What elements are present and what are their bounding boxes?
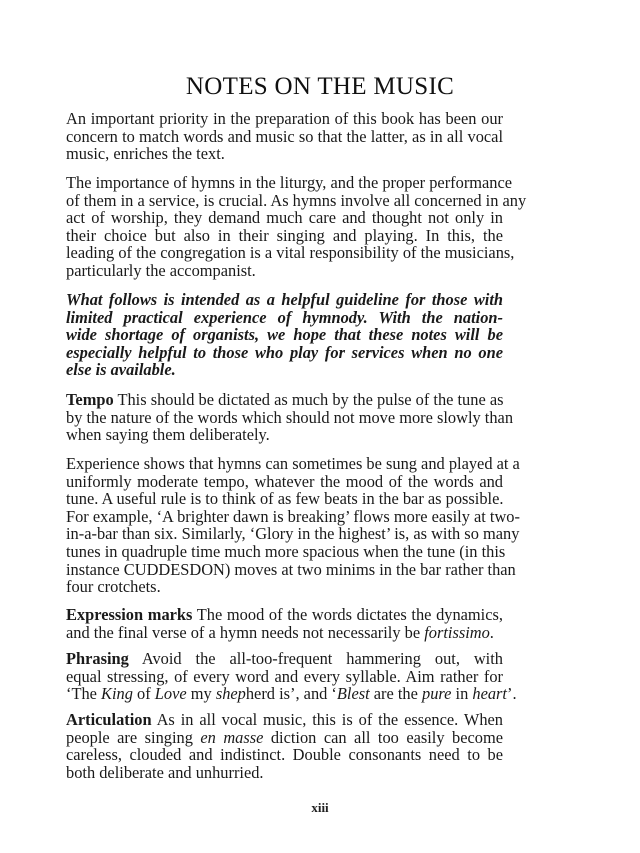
text-line: of them in a service, is crucial. As hymns involve all concerned in any bbox=[66, 190, 527, 210]
text-line: The importance of hymns in the liturgy, and the proper performance bbox=[66, 173, 513, 192]
emphasis-text: King bbox=[101, 684, 133, 704]
text-line: in-a-bar than six. Similarly, ‘Glory in the highest’ is, as with so many bbox=[66, 524, 520, 544]
text-line: careless, clouded and indistinct. Double consonants need to be bbox=[66, 745, 503, 765]
text-line: equal stressing, of every word and every syllable. Aim rather for bbox=[66, 666, 503, 686]
paragraph-articulation bbox=[66, 711, 503, 781]
text-span: are the bbox=[369, 684, 422, 704]
section-heading-tempo: Tempo bbox=[66, 390, 114, 409]
text-line bbox=[66, 606, 503, 624]
text-line: act of worship, they demand much care and thought not only in bbox=[66, 208, 503, 228]
text-line: by the nature of the words which should not move more slowly than bbox=[66, 407, 514, 427]
text-line: four crotchets. bbox=[66, 577, 161, 597]
text-span: Avoid the all-too-frequent hammering out, with bbox=[128, 649, 503, 668]
text-span: diction can all too easily become bbox=[263, 727, 503, 747]
text-line: wide shortage of organists, we hope that these notes will be bbox=[66, 325, 503, 345]
text-line bbox=[66, 729, 503, 747]
text-span: herd is’, and ‘ bbox=[245, 684, 337, 704]
text-line: What follows is intended as a helpful guideline for those with bbox=[66, 290, 503, 309]
text-line: concern to match words and music so that the latter, as in all vocal bbox=[66, 126, 503, 146]
text-span: in bbox=[451, 684, 473, 704]
paragraph-experience bbox=[66, 454, 520, 597]
text-line bbox=[66, 650, 503, 668]
page-title: NOTES ON THE MUSIC bbox=[185, 73, 455, 100]
text-span: of bbox=[132, 684, 155, 704]
text-span: and the final verse of a hymn needs not necessarily be bbox=[66, 622, 425, 642]
text-span: . bbox=[489, 622, 494, 642]
text-line: For example, ‘A brighter dawn is breaking’ flows more easily at two- bbox=[66, 506, 520, 526]
emphasis-text: en masse bbox=[200, 727, 264, 747]
emphasis-text: Blest bbox=[336, 684, 370, 704]
text-span: ‘The bbox=[66, 684, 102, 704]
section-heading-expression-marks: Expression marks bbox=[66, 605, 193, 624]
text-line: when saying them deliberately. bbox=[66, 425, 270, 445]
text-span: As in all vocal music, this is of the essence. When bbox=[151, 710, 503, 729]
page-number: xiii bbox=[311, 800, 329, 815]
section-heading-phrasing: Phrasing bbox=[66, 649, 129, 668]
text-line: their choice but also in their singing and playing. In this, the bbox=[66, 225, 503, 245]
text-line: else is available. bbox=[66, 360, 176, 380]
text-span: people are singing bbox=[66, 727, 201, 747]
text-line: tune. A useful rule is to think of as few beats in the bar as possible. bbox=[66, 489, 504, 509]
text-span: The mood of the words dictates the dynamics, bbox=[192, 605, 503, 624]
emphasis-text: shep bbox=[215, 684, 246, 704]
text-span: my bbox=[186, 684, 216, 704]
text-line: limited practical experience of hymnody. With the nation- bbox=[66, 307, 503, 327]
text-line: An important priority in the preparation of this book has been our bbox=[66, 109, 503, 128]
emphasis-text: heart bbox=[472, 684, 507, 704]
emphasis-text: pure bbox=[422, 684, 452, 704]
paragraph-expression-marks bbox=[66, 606, 503, 641]
emphasis-text: fortissimo bbox=[424, 622, 490, 642]
section-heading-articulation: Articulation bbox=[66, 710, 152, 729]
text-line: Experience shows that hymns can sometimes be sung and played at a bbox=[66, 454, 520, 473]
text-line: especially helpful to those who play for services when no one bbox=[66, 342, 503, 362]
text-line bbox=[66, 624, 503, 642]
text-line: leading of the congregation is a vital responsibility of the musicians, bbox=[66, 243, 515, 263]
text-span: ’. bbox=[507, 684, 517, 704]
paragraph-intro bbox=[66, 110, 503, 163]
text-line: both deliberate and unhurried. bbox=[66, 762, 264, 782]
paragraph-phrasing bbox=[66, 649, 517, 704]
text-line: instance CUDDESDON) moves at two minims in the bar rather than bbox=[66, 559, 516, 579]
text-line: tunes in quadruple time much more spacious when the tune (in this bbox=[66, 541, 506, 561]
paragraph-guideline bbox=[66, 291, 503, 379]
paragraph-tempo bbox=[66, 390, 514, 445]
text-line: particularly the accompanist. bbox=[66, 260, 256, 280]
emphasis-text: Love bbox=[154, 684, 187, 704]
text-line: music, enriches the text. bbox=[66, 144, 225, 164]
paragraph-importance bbox=[66, 173, 527, 280]
text-line bbox=[66, 684, 517, 704]
text-line: uniformly moderate tempo, whatever the mood of the words and bbox=[66, 471, 503, 491]
text-span: This should be dictated as much by the pulse of the tune as bbox=[113, 390, 504, 409]
text-line bbox=[66, 391, 503, 409]
text-line bbox=[66, 711, 503, 729]
